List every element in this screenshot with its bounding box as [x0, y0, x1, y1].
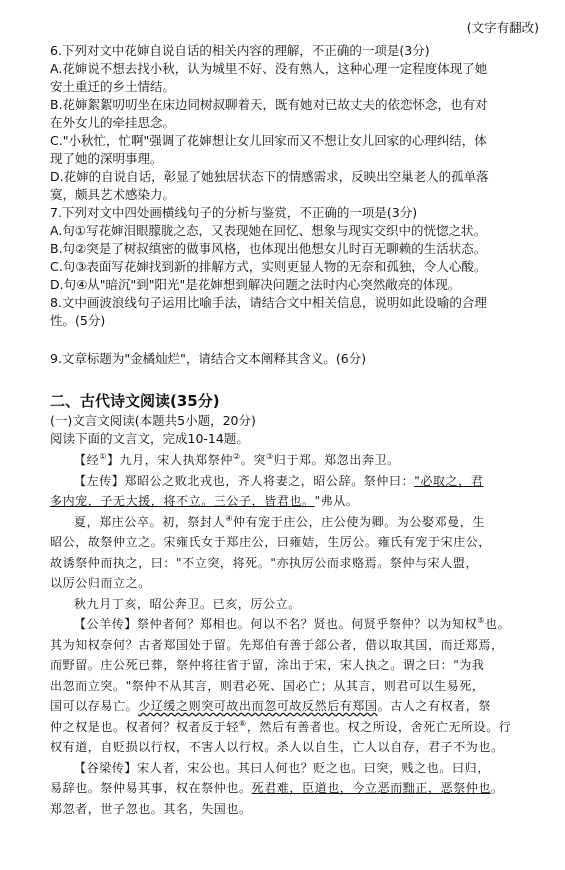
zuozhuan-line-5: 故诱祭仲而执之，曰："不立突，将死。"亦执厉公而求赂焉。祭仲与宋人盟， [50, 555, 479, 570]
q6-option-a-cont: 安土重迁的乡土情结。 [50, 79, 176, 94]
q6-option-b: B.花婶絮絮叨叨坐在床边同树叔聊着天，既有她对已故丈夫的依恋怀念，也有对 [50, 97, 488, 112]
zuozhuan-line-4: 昭公，故祭仲立之。宋雍氏女于郑庄公，曰雍姞，生厉公。雍氏有宠于宋庄公， [50, 535, 492, 549]
q8-stem: 8.文中画波浪线句子运用比喻手法，请结合文中相关信息，说明如此设喻的合理 [50, 295, 487, 310]
q9-stem: 9.文章标题为"金橘灿烂"，请结合文本阐释其含义。(6分) [50, 351, 367, 366]
subsection-title: (一)文言文阅读(本题共5小题，20分) [50, 413, 256, 428]
gongyang-line-7: 权有道，自贬损以行权，不害人以行权。杀人以自生，亡人以自存，君子不为也。 [50, 740, 504, 754]
q7-stem: 7.下列对文中四处画横线句子的分析与鉴赏，不正确的一项是(3分) [50, 205, 418, 220]
gongyang-line-3: 而野留。庄公死已葬，祭仲将往省于留，涂出于宋，宋人执之。谓之曰："为我 [50, 658, 485, 672]
zuozhuan-line-7: 秋九月丁亥，昭公奔卫。已亥，厉公立。 [74, 596, 301, 611]
zuozhuan-line-2: 多内宠，子无大援，将不立。三公子，皆君也。"弗从。 [50, 494, 359, 508]
q6-stem: 6.下列对文中花婶自说自话的相关内容的理解，不正确的一项是(3分) [50, 43, 430, 58]
zuozhuan-line-3: 夏，郑庄公卒。初，祭封人④仲有宠于庄公，庄公使为卿。为公娶邓曼，生 [74, 513, 485, 529]
adaptation-note: (文字有翻改) [466, 20, 539, 35]
q6-option-c: C."小秋忙，忙啊"强调了花婶想让女儿回家而又不想让女儿回家的心理纠结，体 [50, 133, 487, 148]
q6-option-a: A.花婶说不想去找小秋，认为城里不好、没有熟人，这种心理一定程度体现了她 [50, 61, 488, 76]
question-8 [50, 294, 539, 330]
instruction: 阅读下面的文言文，完成10-14题。 [50, 431, 249, 446]
question-7 [50, 204, 539, 294]
gongyang-line-1: 【公羊传】祭仲者何？郑相也。何以不名？贤也。何贤乎祭仲？以为知权⑤也。 [74, 616, 511, 631]
q7-option-a: A.句①写花婶泪眼朦胧之态，又表现她在回忆、想象与现实交织中的恍惚之状。 [50, 223, 487, 238]
guliang-line-1: 【谷梁传】宋人者，宋公也。其曰人何也？贬之也。曰突，贱之也。曰归， [74, 760, 490, 775]
wavy-underlined-sentence: 少辽缓之则突可故出而忽可故反然后有郑国 [138, 699, 378, 713]
underlined-sentence: "必取之，君 [414, 473, 484, 488]
gongyang-line-5: 国可以存易亡。少辽缓之则突可故出而忽可故反然后有郑国。古人之有权者，祭 [50, 699, 492, 713]
gongyang-line-6: 仲之权是也。权者何？权者反于轻⑥，然后有善者也。权之所设，舍死亡无所设。行 [50, 718, 512, 734]
q7-option-c: C.句③表面写花婶找到新的排解方式，实则更显人物的无奈和孤独，令人心酸。 [50, 259, 487, 274]
q6-option-b-cont: 在外女儿的牵挂思念。 [50, 115, 176, 130]
underlined-sentence-cont: 多内宠，子无大援，将不立。三公子，皆君也。 [50, 494, 315, 508]
q7-option-d: D.句④从"暗沉"到"阳光"是花婶想到解决问题之法时内心突然敞亮的体现。 [50, 277, 461, 292]
guliang-line-3: 郑忽者，世子忽也。其名，失国也。 [50, 801, 252, 816]
q7-option-b: B.句②突是了树叔缜密的做事风格，也体现出他想女儿时百无聊赖的生活状态。 [50, 241, 487, 256]
q6-option-d-cont: 寞，颇具艺术感染力。 [50, 187, 176, 202]
classical-passage [50, 450, 539, 819]
q8-stem-cont: 性。(5分) [50, 313, 106, 328]
guliang-line-2: 易辞也。祭仲易其事，权在祭仲也。死君难，臣道也，今立恶而黜正，恶祭仲也。 [50, 781, 504, 795]
gongyang-line-2: 其为知权奈何？古者郑国处于留。先郑伯有善于郐公者，借以取其国，而迁郑焉， [50, 637, 504, 652]
zuozhuan-line-1: 【左传】郑昭公之败北戎也，齐人将妻之，昭公辞。祭仲曰："必取之，君 [74, 473, 484, 488]
jing-paragraph: 【经①】九月，宋人执郑祭仲②。突③归于郑。郑忽出奔卫。 [74, 452, 400, 467]
section-title: 二、古代诗文阅读(35分) [50, 392, 220, 410]
q6-option-c-cont: 现了她的深明事理。 [50, 151, 163, 166]
underlined-sentence-2: 死君难，臣道也，今立恶而黜正，恶祭仲也 [251, 781, 492, 795]
gongyang-line-4: 出忽而立突。"祭仲不从其言，则君必死、国必亡；从其言，则君可以生易死， [50, 678, 485, 693]
question-9 [50, 350, 539, 368]
question-6 [50, 42, 539, 204]
zuozhuan-line-6: 以厉公归而立之。 [50, 576, 151, 590]
q6-option-d: D.花婶的自说自话，彰显了她独居状态下的情感需求，反映出空巢老人的孤单落 [50, 169, 489, 184]
